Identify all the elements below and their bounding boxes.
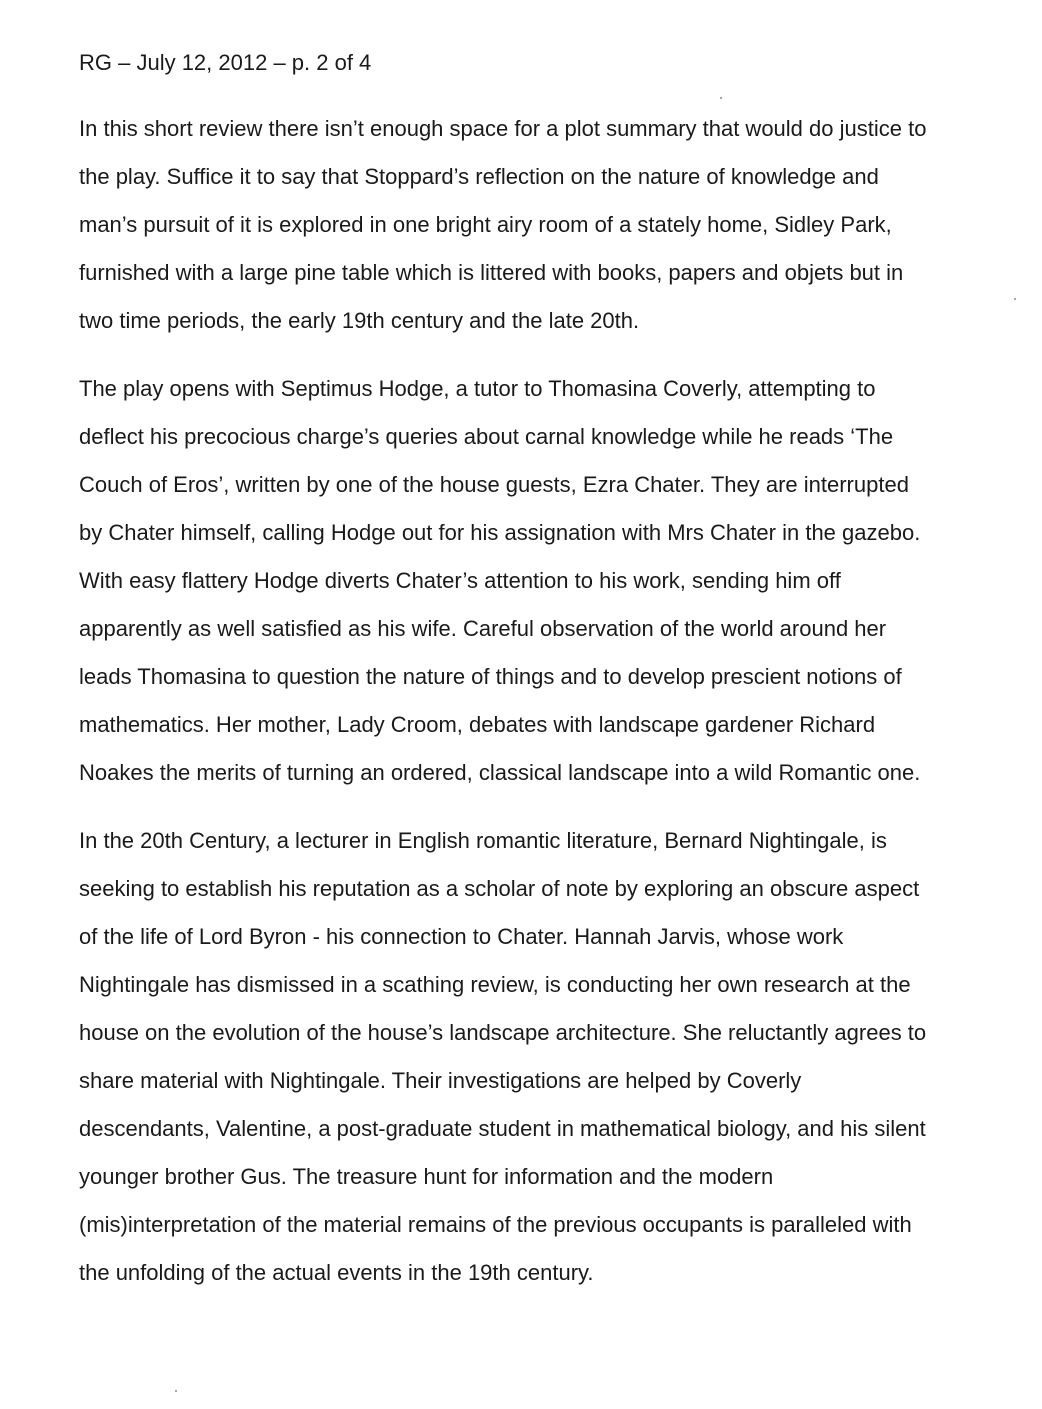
paragraph-3-line-1: In the 20th Century, a lecturer in English romantic literature, Bernard Nightingale, is [79, 828, 887, 853]
paragraph-1-line-4: furnished with a large pine table which is littered with books, papers and objets but in [79, 260, 904, 285]
paragraph-2-line-1: The play opens with Septimus Hodge, a tutor to Thomasina Coverly, attempting to [79, 376, 876, 401]
paragraph-3-line-6: share material with Nightingale. Their investigations are helped by Coverly [79, 1068, 802, 1093]
paragraph-3-line-8: younger brother Gus. The treasure hunt for information and the modern [79, 1164, 774, 1189]
paragraph-2-line-9: Noakes the merits of turning an ordered, classical landscape into a wild Romantic one. [79, 760, 921, 785]
paragraph-2-line-8: mathematics. Her mother, Lady Croom, debates with landscape gardener Richard [79, 712, 876, 737]
scan-speck [720, 97, 722, 99]
paragraph-2-line-4: by Chater himself, calling Hodge out for his assignation with Mrs Chater in the gazebo. [79, 520, 921, 545]
paragraph-2-line-2: deflect his precocious charge’s queries about carnal knowledge while he reads ‘The [79, 424, 894, 449]
paragraph-3-line-5: house on the evolution of the house’s landscape architecture. She reluctantly agrees to [79, 1020, 927, 1045]
paragraph-3-line-3: of the life of Lord Byron - his connection to Chater. Hannah Jarvis, whose work [79, 924, 844, 949]
paragraph-2-line-6: apparently as well satisfied as his wife. Careful observation of the world around her [79, 616, 887, 641]
scan-speck [175, 1390, 177, 1392]
scan-speck [1014, 298, 1016, 300]
paragraph-1-line-5: two time periods, the early 19th century and the late 20th. [79, 308, 640, 333]
paragraph-2-line-3: Couch of Eros’, written by one of the house guests, Ezra Chater. They are interrupted [79, 472, 909, 497]
paragraph-1-line-3: man’s pursuit of it is explored in one bright airy room of a stately home, Sidley Park, [79, 212, 892, 237]
page-header: RG – July 12, 2012 – p. 2 of 4 [79, 50, 372, 75]
paragraph-2-line-5: With easy flattery Hodge diverts Chater’s attention to his work, sending him off [79, 568, 841, 593]
paragraph-1-line-1: In this short review there isn’t enough space for a plot summary that would do justice to [79, 116, 927, 141]
paragraph-2-line-7: leads Thomasina to question the nature of things and to develop prescient notions of [79, 664, 902, 689]
paragraph-1-line-2: the play. Suffice it to say that Stoppard’s reflection on the nature of knowledge and [79, 164, 879, 189]
paragraph-3-line-7: descendants, Valentine, a post-graduate student in mathematical biology, and his silent [79, 1116, 926, 1141]
paragraph-3-line-10: the unfolding of the actual events in the 19th century. [79, 1260, 594, 1285]
paragraph-3-line-9: (mis)interpretation of the material remains of the previous occupants is paralleled with [79, 1212, 912, 1237]
paragraph-3-line-2: seeking to establish his reputation as a scholar of note by exploring an obscure aspect [79, 876, 920, 901]
paragraph-3-line-4: Nightingale has dismissed in a scathing review, is conducting her own research at the [79, 972, 911, 997]
